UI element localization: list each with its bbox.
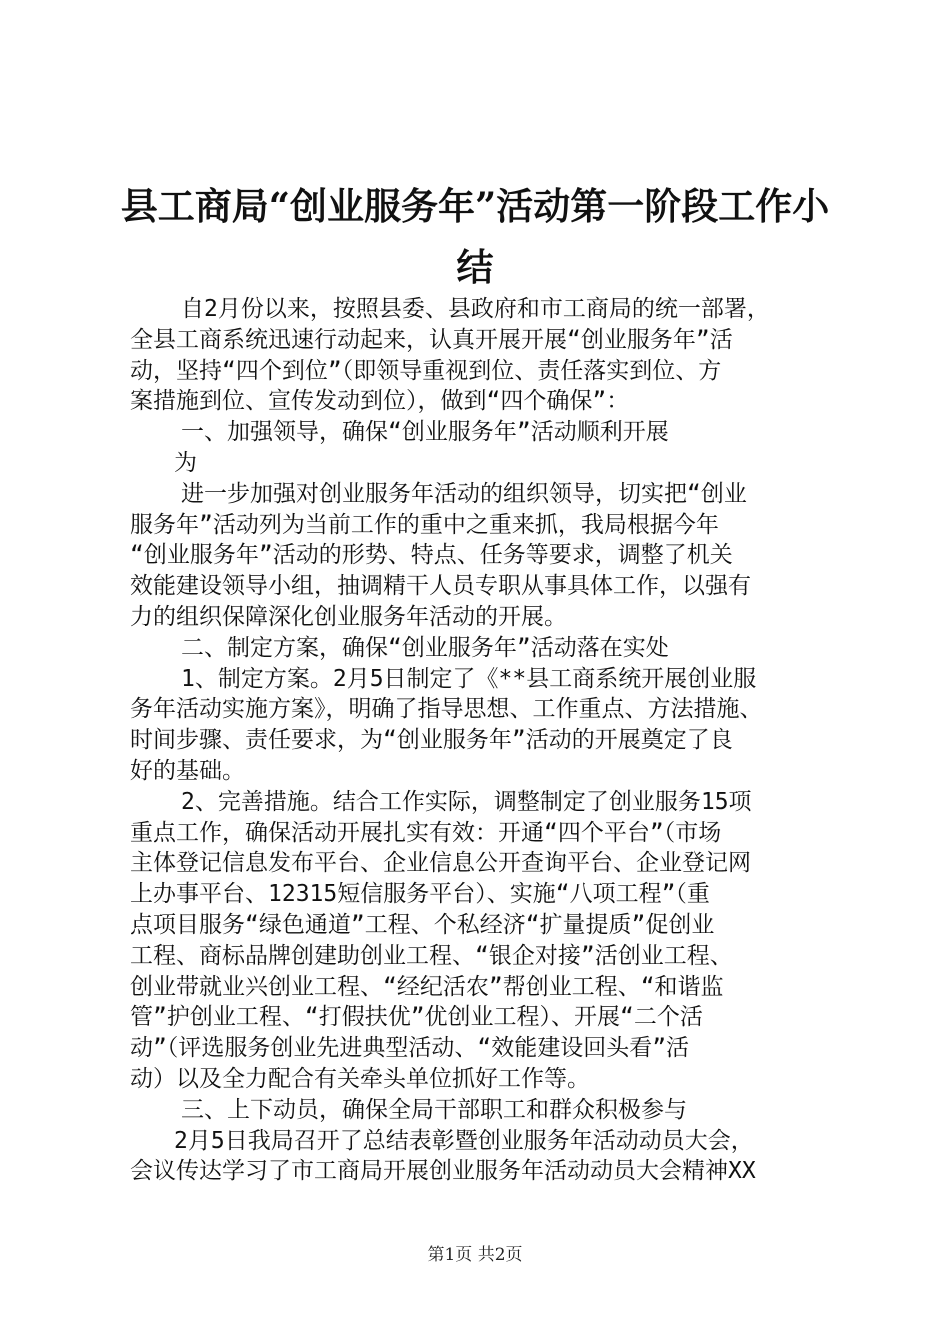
body-line: 效能建设领导小组，抽调精干人员专职从事具体工作，以强有 <box>130 573 751 600</box>
body-line: 动”（评选服务创业先进典型活动、“效能建设回头看”活 <box>130 1035 690 1062</box>
body-line: 时间步骤、责任要求，为“创业服务年”活动的开展奠定了良 <box>130 727 733 754</box>
body-line: 工程、商标品牌创建助创业工程、“银企对接”活创业工程、 <box>130 942 733 969</box>
body-line: 创业带就业兴创业工程、“经纪活农”帮创业工程、“和谐监 <box>130 973 724 1000</box>
body-line: 力的组织保障深化创业服务年活动的开展。 <box>130 603 567 630</box>
body-line: 为 <box>174 449 197 476</box>
body-line: 案措施到位、宣传发动到位），做到“四个确保”： <box>130 388 630 415</box>
body-line: 动，坚持“四个到位”（即领导重视到位、责任落实到位、方 <box>130 357 722 384</box>
body-line: 进一步加强对创业服务年活动的组织领导，切实把“创业 <box>181 480 747 507</box>
section-heading-3: 三、上下动员，确保全局干部职工和群众积极参与 <box>181 1096 687 1123</box>
body-line: 动）以及全力配合有关牵头单位抓好工作等。 <box>130 1065 590 1092</box>
body-line: 上办事平台、12315短信服务平台）、实施“八项工程”（重 <box>130 881 710 908</box>
body-line: 好的基础。 <box>130 757 245 784</box>
body-line: 重点工作，确保活动开展扎实有效：开通“四个平台”（市场 <box>130 819 722 846</box>
body-line: 1、制定方案。2月5日制定了《**县工商系统开展创业服 <box>181 665 757 692</box>
body-line: 全县工商系统迅速行动起来，认真开展开展“创业服务年”活 <box>130 326 733 353</box>
title-line-2: 结 <box>456 245 494 289</box>
section-heading-1: 一、加强领导，确保“创业服务年”活动顺利开展 <box>181 419 669 446</box>
body-line: 服务年”活动列为当前工作的重中之重来抓，我局根据今年 <box>130 511 719 538</box>
body-line: 点项目服务“绿色通道”工程、个私经济“扩量提质”促创业 <box>130 911 715 938</box>
section-heading-2: 二、制定方案，确保“创业服务年”活动落在实处 <box>181 634 669 661</box>
document-title <box>0 176 950 298</box>
body-line: 2月5日我局召开了总结表彰暨创业服务年活动动员大会， <box>174 1127 754 1154</box>
body-line: 2、完善措施。结合工作实际，调整制定了创业服务15项 <box>181 788 752 815</box>
page-number-footer: 第1页 共2页 <box>427 1245 523 1265</box>
body-line: “创业服务年”活动的形势、特点、任务等要求，调整了机关 <box>130 542 733 569</box>
document-body <box>130 294 830 1187</box>
body-line: 自2月份以来，按照县委、县政府和市工商局的统一部署， <box>181 296 770 322</box>
body-line: 务年活动实施方案》，明确了指导思想、工作重点、方法措施、 <box>130 696 763 723</box>
body-line: 主体登记信息发布平台、企业信息公开查询平台、企业登记网 <box>130 850 751 877</box>
title-line-1: 县工商局“创业服务年”活动第一阶段工作小 <box>120 184 830 228</box>
body-line: 管”护创业工程、“打假扶优”优创业工程）、开展“二个活 <box>130 1004 703 1031</box>
body-line: 会议传达学习了市工商局开展创业服务年活动动员大会精神XX <box>130 1158 756 1185</box>
